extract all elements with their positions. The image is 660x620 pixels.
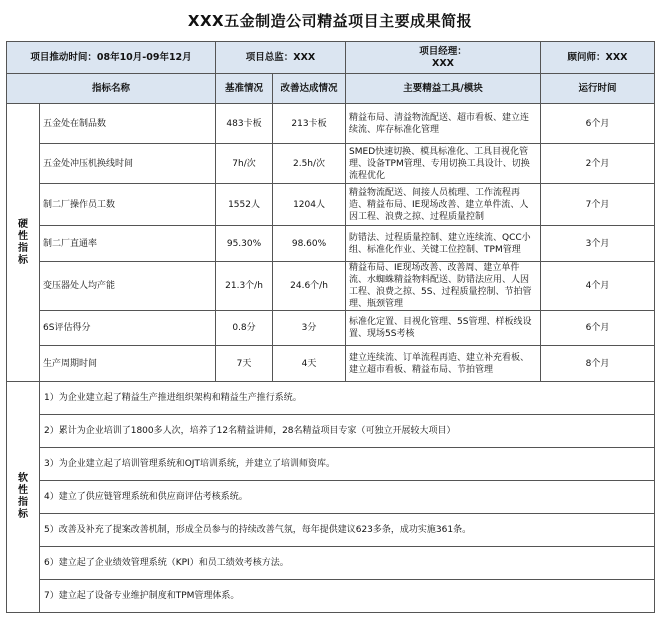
tools-text: 精益物流配送、间接人员梳理、工作流程再造、精益布局、IE现场改善、建立单件流、人因工程、浪费之掠、过程质量控制 [346,184,541,226]
soft-row [7,481,655,514]
soft-row [7,415,655,448]
soft-item: 4）建立了供应链管理系统和供应商评估考核系统。 [40,481,655,514]
soft-item: 1）为企业建立起了精益生产推进组织架构和精益生产推行系统。 [40,382,655,415]
duration-value: 6个月 [541,104,655,144]
soft-row [7,448,655,481]
baseline-value: 1552人 [216,184,273,226]
improved-value: 2.5h/次 [273,144,346,184]
soft-row [7,547,655,580]
hard-category-cell [7,104,40,382]
duration-value: 3个月 [541,226,655,262]
duration-value: 8个月 [541,346,655,382]
table-row [7,346,655,382]
table-row [7,311,655,346]
results-table [6,41,655,613]
soft-category-label: 软性指标 [18,473,28,520]
table-row [7,144,655,184]
soft-item: 2）累计为企业培训了1800多人次，培养了12名精益讲师，28名精益项目专家（可独立开展较大项目） [40,415,655,448]
header-improved: 改善达成情况 [273,74,346,104]
info-row [7,42,655,74]
tools-text: 标准化定置、目视化管理、5S管理、样板线设置、现场5S考核 [346,311,541,346]
baseline-value: 95.30% [216,226,273,262]
baseline-value: 7天 [216,346,273,382]
header-indicator: 指标名称 [7,74,216,104]
soft-row [7,382,655,415]
table-row [7,184,655,226]
baseline-value: 483卡板 [216,104,273,144]
duration-value: 7个月 [541,184,655,226]
soft-category-cell [7,382,40,613]
hard-category-label: 硬性指标 [18,218,28,266]
project-period: 项目推动时间：08年10月-09年12月 [7,42,216,74]
header-duration: 运行时间 [541,74,655,104]
project-director: 项目总监：XXX [216,42,346,74]
project-manager: 项目经理：XXX [419,45,467,69]
indicator-name: 制二厂操作员工数 [40,184,216,226]
improved-value: 213卡板 [273,104,346,144]
project-manager-cell [346,42,541,74]
table-row [7,226,655,262]
baseline-value: 7h/次 [216,144,273,184]
improved-value: 98.60% [273,226,346,262]
soft-item: 5）改善及补充了提案改善机制，形成全员参与的持续改善气氛，每年提供建议623多条，成功实施361条。 [40,514,655,547]
tools-text: 精益布局、清益物流配送、超市看板、建立连续流、库存标准化管理 [346,104,541,144]
indicator-name: 6S评估得分 [40,311,216,346]
soft-row [7,514,655,547]
tools-text: 精益布局、IE现场改善、改善周、建立单件流、水蜘蛛精益物料配送、防错法应用、人因工程、浪费之掠、5S、过程质量控制、节拍管理、瓶颈管理 [346,262,541,311]
tools-text: SMED快速切换、模具标准化、工具目视化管理、设备TPM管理、专用切换工具设计、切换流程优化 [346,144,541,184]
baseline-value: 0.8分 [216,311,273,346]
indicator-name: 变压器处人均产能 [40,262,216,311]
duration-value: 6个月 [541,311,655,346]
duration-value: 2个月 [541,144,655,184]
indicator-name: 五金处在制品数 [40,104,216,144]
improved-value: 24.6个/h [273,262,346,311]
duration-value: 4个月 [541,262,655,311]
improved-value: 3分 [273,311,346,346]
indicator-name: 五金处冲压机换线时间 [40,144,216,184]
baseline-value: 21.3个/h [216,262,273,311]
project-consultant: 顾问师：XXX [541,42,655,74]
improved-value: 4天 [273,346,346,382]
header-baseline: 基准情况 [216,74,273,104]
column-header-row [7,74,655,104]
header-tools: 主要精益工具/模块 [346,74,541,104]
soft-row [7,580,655,613]
soft-item: 7）建立起了设备专业维护制度和TPM管理体系。 [40,580,655,613]
soft-item: 6）建立起了企业绩效管理系统（KPI）和员工绩效考核方法。 [40,547,655,580]
indicator-name: 制二厂直通率 [40,226,216,262]
table-row [7,262,655,311]
tools-text: 建立连续流、订单流程再造、建立补充看板、建立超市看板、精益布局、节拍管理 [346,346,541,382]
soft-item: 3）为企业建立起了培训管理系统和OJT培训系统，并建立了培训师资库。 [40,448,655,481]
report-title: XXX五金制造公司精益项目主要成果简报 [187,12,473,30]
tools-text: 防错法、过程质量控制、建立连续流、QCC小组、标准化作业、关键工位控制、TPM管理 [346,226,541,262]
table-row [7,104,655,144]
indicator-name: 生产周期时间 [40,346,216,382]
improved-value: 1204人 [273,184,346,226]
